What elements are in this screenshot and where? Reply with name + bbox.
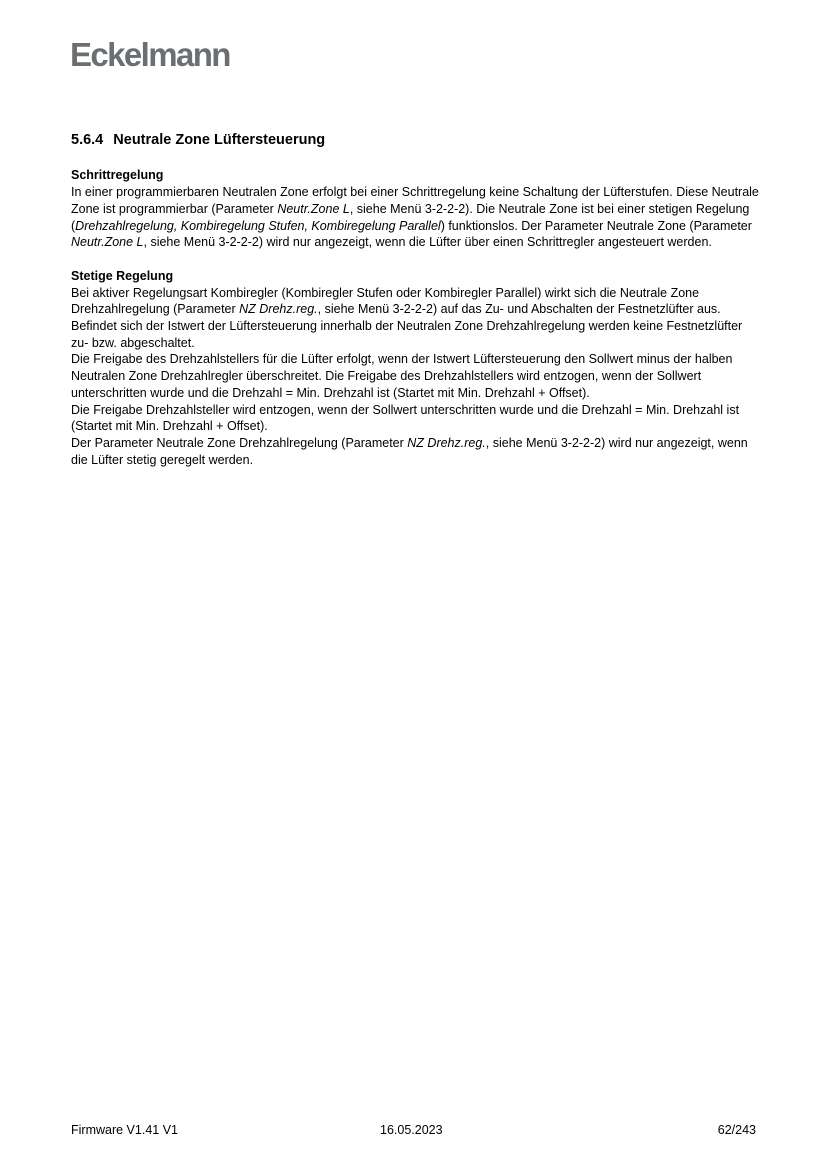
section-title: Neutrale Zone Lüftersteuerung xyxy=(113,132,326,148)
subsection-schrittregelung xyxy=(71,167,761,251)
document-body xyxy=(71,132,761,485)
footer-firmware: Firmware V1.41 V1 xyxy=(71,1123,178,1137)
text-run: , siehe Menü 3-2-2-2) wird nur angezeigt, wenn die Lüfter stetig geregelt werden. xyxy=(71,435,748,467)
paragraph xyxy=(71,184,761,251)
eckelmann-logo: Eckelmann xyxy=(70,36,230,73)
section-number: 5.6.4 xyxy=(71,132,104,148)
subsection-title: Stetige Regelung xyxy=(71,268,174,283)
subsection-stetige-regelung xyxy=(71,268,761,468)
text-run: Der Parameter Neutrale Zone Drehzahlregelung (Parameter xyxy=(71,435,408,450)
footer-page-number: 62/243 xyxy=(717,1123,756,1137)
text-run: Die Freigabe Drehzahlsteller wird entzogen, wenn der Sollwert unterschritten wurde und die Drehzahl = Min. Drehzahl ist (Startet mit Min. Drehzahl + Offset). xyxy=(71,402,740,434)
parameter-name: NZ Drehz.reg. xyxy=(407,435,486,450)
text-run: , siehe Menü 3-2-2-2). Die Neutrale Zone ist bei einer stetigen Regelung ( xyxy=(71,201,750,233)
parameter-name: Drehzahlregelung, Kombiregelung Stufen, Kombiregelung Parallel xyxy=(75,218,441,233)
paragraph xyxy=(71,435,761,468)
paragraph xyxy=(71,318,761,351)
text-run: In einer programmierbaren Neutralen Zone erfolgt bei einer Schrittregelung keine Schaltung der Lüfterstufen. Diese Neutrale Zone ist programmierbar (Parameter xyxy=(71,185,759,216)
text-run: Die Freigabe des Drehzahlstellers für die Lüfter erfolgt, wenn der Istwert Lüftersteuerung den Sollwert minus der halben Neutralen Zone Drehzahlregler überschreitet. Die Freigabe des Drehzahlstellers wird entzogen, wenn der Sollwert unterschritten wurde und die Drehzahl = Min. Drehzahl ist (Startet mit Min. Drehzahl + Offset). xyxy=(71,352,733,400)
subsection-title: Schrittregelung xyxy=(71,168,164,183)
text-run: ) funktionslos. Der Parameter Neutrale Zone (Parameter xyxy=(440,218,752,233)
text-run: Befindet sich der Istwert der Lüftersteuerung innerhalb der Neutralen Zone Drehzahlregelung werden keine Festnetzlüfter zu- bzw. abgeschaltet. xyxy=(71,319,743,350)
footer-date: 16.05.2023 xyxy=(380,1123,443,1137)
parameter-name: NZ Drehz.reg. xyxy=(239,302,318,317)
paragraph xyxy=(71,285,761,318)
text-run: Bei aktiver Regelungsart Kombiregler (Kombiregler Stufen oder Kombiregler Parallel) wirkt sich die Neutrale Zone Drehzahlregelung (Parameter xyxy=(71,285,700,317)
paragraph xyxy=(71,402,761,435)
parameter-name: Neutr.Zone L xyxy=(277,201,350,216)
parameter-name: Neutr.Zone L xyxy=(71,235,144,250)
section-heading xyxy=(71,132,761,149)
text-run: , siehe Menü 3-2-2-2) auf das Zu- und Abschalten der Festnetzlüfter aus. xyxy=(317,302,721,317)
paragraph xyxy=(71,351,761,401)
text-run: , siehe Menü 3-2-2-2) wird nur angezeigt, wenn die Lüfter über einen Schrittregler angesteuert werden. xyxy=(143,235,712,250)
